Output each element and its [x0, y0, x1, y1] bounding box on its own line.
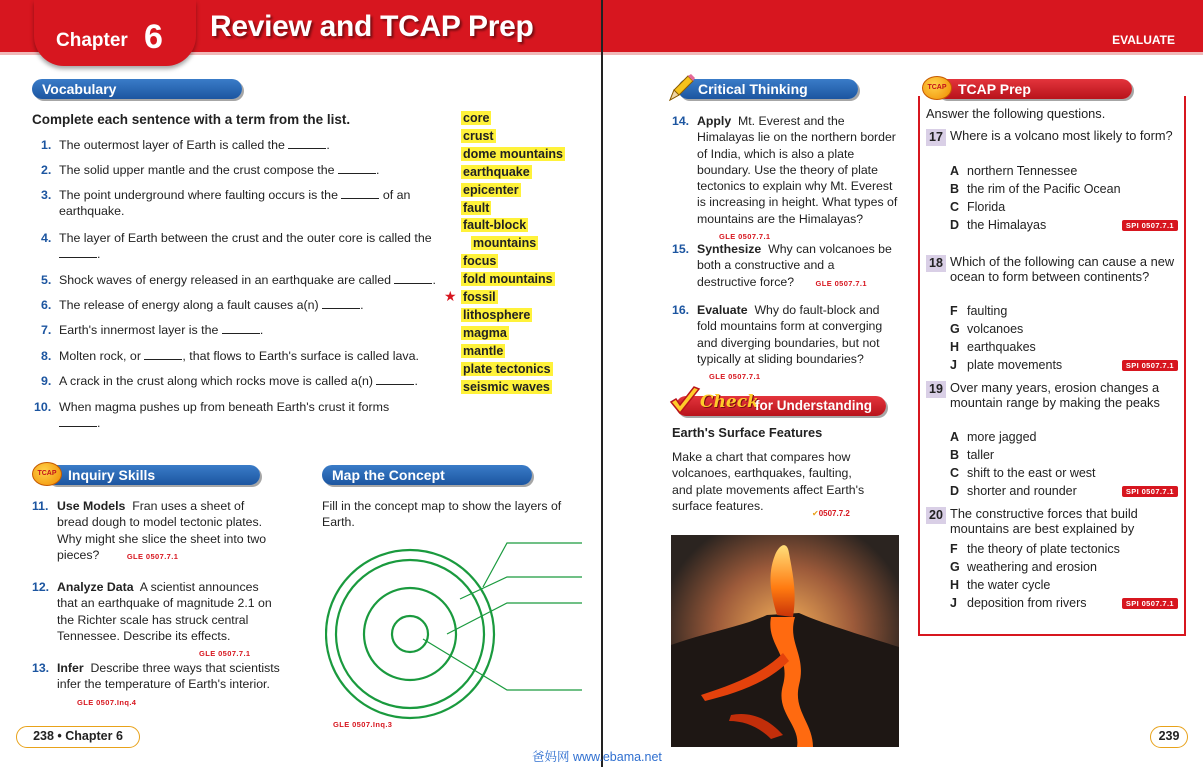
term-item: epicenter [463, 182, 519, 197]
term-item: dome mountains [463, 146, 564, 161]
page-title: Review and TCAP Prep [210, 10, 534, 43]
question-number-badge: 20 [926, 507, 946, 524]
term-item: core [463, 111, 490, 125]
vocab-question-7: 7. Earth's innermost layer is the . [41, 323, 264, 337]
critical-item-16: 16. Evaluate Why do fault-block and fold mountains form at converging and diverging boundaries, but not typically at sliding boundaries? GLE 0507.7.1 [672, 302, 896, 385]
tcap-badge-icon: TCAP [32, 462, 62, 486]
answer-option[interactable]: G volcanoes [950, 322, 1024, 336]
answer-option[interactable]: H the water cycle [950, 578, 1051, 592]
vocab-question-1: 1. The outermost layer of Earth is called the . [41, 138, 330, 152]
inquiry-item-11: 11. Use Models Fran uses a sheet of bread dough to model tectonic plates. Why might she slice the sheet into two pieces? GLE 0507.7.1 [32, 498, 278, 565]
vocab-question-2: 2. The solid upper mantle and the crust compose the . [41, 163, 380, 177]
term-item: magma [463, 325, 507, 340]
answer-option[interactable]: A northern Tennessee [950, 164, 1078, 178]
inner-core-ring [392, 616, 428, 652]
gle-code: GLE 0507.Inq.4 [77, 697, 137, 707]
vocabulary-instruction: Complete each sentence with a term from the list. [32, 112, 351, 127]
answer-blank[interactable] [376, 375, 414, 385]
term-list [461, 110, 565, 397]
question-number-badge: 18 [926, 255, 946, 272]
label-line-4 [423, 639, 582, 690]
vocabulary-heading: Vocabulary [32, 79, 242, 99]
tcap-question-18: 18 Which of the following can cause a new ocean to form between continents? [926, 255, 1176, 284]
gle-code: GLE 0507.7.1 [199, 649, 251, 659]
chapter-label: Chapter [56, 30, 128, 51]
answer-option[interactable]: C shift to the east or west [950, 466, 1096, 480]
answer-option[interactable]: G weathering and erosion [950, 560, 1097, 574]
gle-code: GLE 0507.7.1 [126, 551, 179, 561]
answer-option[interactable]: C Florida [950, 200, 1006, 214]
gle-code: GLE 0507.7.1 [815, 278, 867, 288]
page-spine [601, 0, 603, 767]
answer-blank[interactable] [341, 189, 379, 199]
term-item: earthquake [463, 164, 530, 179]
answer-option[interactable]: D the Himalayas SPI 0507.7.1 [950, 216, 1180, 234]
label-line-2 [460, 577, 582, 599]
tcap-question-19: 19 Over many years, erosion changes a mountain range by making the peaks [926, 381, 1176, 410]
check-heading-rest: for Understanding [755, 398, 872, 413]
answer-option[interactable]: F faulting [950, 304, 1008, 318]
chapter-number: 6 [144, 18, 163, 56]
answer-option[interactable]: H earthquakes [950, 340, 1036, 354]
crust-ring [326, 550, 494, 718]
inquiry-skills-heading: Inquiry Skills [46, 465, 260, 485]
check-subheading: Earth's Surface Features [672, 425, 823, 440]
vocab-question-10: 10. When magma pushes up from beneath Earth's crust it forms . [34, 400, 390, 430]
answer-blank[interactable] [394, 274, 432, 284]
tcap-prep-heading: TCAP Prep [936, 79, 1132, 99]
spi-code: SPI 0507.7.1 [1122, 220, 1178, 231]
pencil-icon [664, 72, 696, 104]
critical-item-15: 15. Synthesize Why can volcanoes be both a constructive and a destructive force? GLE 0507.7.1 [672, 241, 896, 292]
evaluate-tag: EVALUATE [1112, 33, 1175, 47]
checkmark-icon [668, 386, 702, 418]
gle-code: GLE 0507.7.1 [719, 232, 771, 242]
label-line-1 [483, 543, 582, 587]
label-line-3 [447, 603, 582, 634]
right-page-folio: 239 [1150, 726, 1188, 748]
answer-option[interactable]: B the rim of the Pacific Ocean [950, 182, 1121, 196]
map-concept-heading: Map the Concept [322, 465, 532, 485]
answer-option[interactable]: B taller [950, 448, 995, 462]
vocab-question-9: 9. A crack in the crust along which rocks move is called a(n) . [41, 374, 418, 388]
answer-option[interactable]: J deposition from rivers SPI 0507.7.1 [950, 594, 1180, 612]
spi-code: SPI 0507.7.1 [1122, 486, 1178, 497]
answer-blank[interactable] [338, 164, 376, 174]
inquiry-item-12: 12. Analyze Data A scientist announces that an earthquake of magnitude 2.1 on the Richter scale has struck central Tennessee. Describe its effects. GLE 0507.7.1 [32, 579, 278, 662]
spi-code: SPI 0507.7.1 [1122, 598, 1178, 609]
question-number-badge: 19 [926, 381, 946, 398]
earth-layers-concept-map[interactable] [325, 535, 587, 720]
answer-blank[interactable] [288, 139, 326, 149]
answer-option[interactable]: F the theory of plate tectonics [950, 542, 1120, 556]
question-number-badge: 17 [926, 129, 946, 146]
critical-thinking-heading: Critical Thinking [678, 79, 858, 99]
vocab-question-4: 4. The layer of Earth between the crust and the outer core is called the . [41, 231, 432, 261]
term-item: plate tectonics [463, 361, 551, 376]
chapter-tab [34, 0, 196, 66]
term-item: seismic waves [463, 379, 550, 394]
term-item: fault [463, 200, 490, 215]
tcap-options-17 [950, 162, 1180, 234]
lava-volcano-photo [671, 535, 899, 747]
answer-blank[interactable] [59, 417, 97, 427]
tcap-question-17: 17 Where is a volcano most likely to form? [926, 129, 1176, 144]
term-item: fold mountains [463, 272, 553, 287]
term-item: mantle [463, 343, 504, 358]
answer-blank[interactable] [144, 350, 182, 360]
tcap-badge-icon: TCAP [922, 76, 952, 100]
answer-blank[interactable] [222, 324, 260, 334]
left-page-folio: 238 • Chapter 6 [16, 726, 140, 748]
vocab-question-6: 6. The release of energy along a fault causes a(n) . [41, 298, 364, 312]
term-item: fossil [463, 290, 496, 305]
answer-option[interactable]: A more jagged [950, 430, 1037, 444]
spi-code: SPI 0507.7.1 [1122, 360, 1178, 371]
critical-item-14: 14. Apply Mt. Everest and the Himalayas lie on the northern border of India, which is also a plate boundary. Use the theory of plate tectonics to explain why Mt. Everest is increasing in height. What types of mountains are the Himalayas? GLE 0507.7.1 [672, 113, 900, 245]
term-item: focus [463, 254, 497, 269]
term-item: mountains [473, 236, 537, 251]
tcap-options-18 [950, 302, 1180, 374]
outer-core-ring [364, 588, 456, 680]
map-concept-instruction: Fill in the concept map to show the layers of Earth. [322, 499, 562, 530]
watermark: 爸妈网 www.ebama.net [532, 750, 662, 764]
mantle-ring [336, 560, 484, 708]
check-mini-icon: ✔ [812, 509, 819, 518]
check-instruction: Make a chart that compares how volcanoes, earthquakes, faulting, and plate movements affect Earth's surface features. [672, 450, 865, 513]
vocab-question-5: 5. Shock waves of energy released in an earthquake are called . [41, 273, 436, 287]
term-item: fault-block [463, 218, 527, 233]
term-item: lithosphere [463, 307, 531, 322]
answer-option[interactable]: D shorter and rounder SPI 0507.7.1 [950, 482, 1180, 500]
tcap-intro: Answer the following questions. [926, 106, 1106, 121]
gle-code: GLE 0507.7.1 [709, 372, 761, 382]
tcap-options-20 [950, 540, 1180, 612]
check-word: Check [700, 392, 759, 412]
answer-option[interactable]: J plate movements SPI 0507.7.1 [950, 356, 1180, 374]
star-icon: ★ [444, 288, 457, 304]
answer-blank[interactable] [59, 248, 97, 258]
vocab-question-8: 8. Molten rock, or , that flows to Earth's surface is called lava. [41, 349, 419, 363]
answer-blank[interactable] [322, 299, 360, 309]
gle-code: GLE 0507.Inq.3 [333, 720, 393, 729]
tcap-options-19 [950, 428, 1180, 500]
check-gle: ✔0507.7.2 [812, 509, 850, 518]
term-item: crust [463, 128, 494, 143]
tcap-question-20: 20 The constructive forces that build mountains are best explained by [926, 507, 1176, 536]
vocab-question-3: 3. The point underground where faulting occurs is the of an earthquake. [41, 188, 411, 218]
inquiry-item-13: 13. Infer Describe three ways that scientists infer the temperature of Earth's interior. GLE 0507.Inq.4 [32, 660, 280, 711]
